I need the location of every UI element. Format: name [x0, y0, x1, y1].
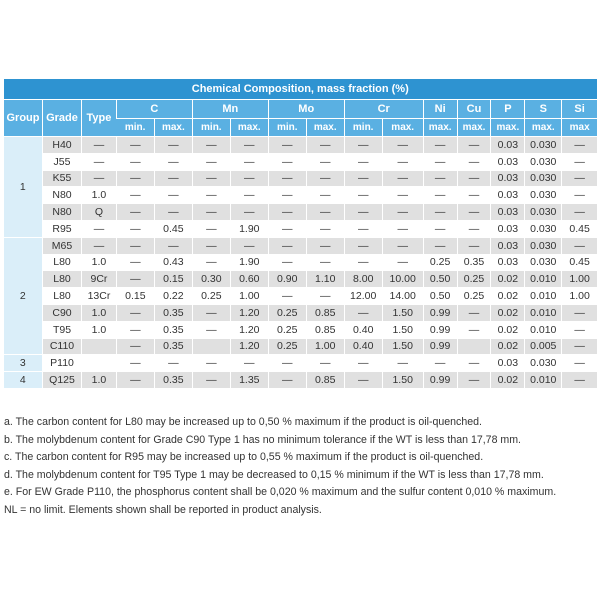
value-cell: — — [116, 372, 154, 389]
value-cell: — — [344, 254, 382, 271]
value-cell: — — [116, 338, 154, 355]
element-header: S — [525, 100, 562, 119]
table-row — [4, 237, 598, 254]
value-cell: — — [382, 153, 423, 170]
value-cell: — — [562, 153, 597, 170]
value-cell: 0.030 — [525, 137, 562, 154]
value-cell: — — [230, 187, 268, 204]
value-cell: — — [154, 355, 192, 372]
value-cell: 0.010 — [525, 271, 562, 288]
value-cell: — — [457, 355, 491, 372]
type-cell: — — [82, 220, 117, 237]
type-cell: 1.0 — [82, 321, 117, 338]
footnote: c. The carbon content for R95 may be increased up to 0,55 % maximum if the product is oil-quenched. — [4, 451, 484, 464]
value-cell: 0.005 — [525, 338, 562, 355]
value-cell: — — [116, 355, 154, 372]
value-cell: 0.02 — [491, 271, 525, 288]
value-cell: 0.40 — [344, 321, 382, 338]
value-cell: — — [116, 237, 154, 254]
value-cell: — — [562, 338, 597, 355]
value-cell: 0.99 — [423, 372, 457, 389]
table-row — [4, 321, 598, 338]
value-cell: — — [562, 204, 597, 221]
grade-cell: K55 — [43, 170, 82, 187]
group-header: Group — [4, 100, 43, 137]
value-cell: 0.25 — [268, 321, 306, 338]
element-header: P — [491, 100, 525, 119]
type-cell: 1.0 — [82, 187, 117, 204]
value-cell: — — [116, 220, 154, 237]
grade-cell: N80 — [43, 204, 82, 221]
value-cell: 14.00 — [382, 288, 423, 305]
value-cell: 0.02 — [491, 338, 525, 355]
value-cell: 0.030 — [525, 254, 562, 271]
value-cell: — — [423, 220, 457, 237]
value-cell: — — [268, 220, 306, 237]
value-cell: — — [382, 170, 423, 187]
value-cell: — — [116, 254, 154, 271]
value-cell: — — [268, 372, 306, 389]
value-cell: 0.15 — [116, 288, 154, 305]
value-cell: 0.030 — [525, 204, 562, 221]
value-cell: 1.50 — [382, 338, 423, 355]
value-cell: 0.010 — [525, 304, 562, 321]
value-cell: — — [154, 187, 192, 204]
value-cell: 1.20 — [230, 321, 268, 338]
value-cell: 1.50 — [382, 304, 423, 321]
table-row — [4, 153, 598, 170]
value-cell: 0.35 — [154, 372, 192, 389]
value-cell: 0.35 — [154, 304, 192, 321]
table-title: Chemical Composition, mass fraction (%) — [4, 79, 598, 100]
value-cell: — — [423, 137, 457, 154]
value-cell: — — [154, 237, 192, 254]
value-cell: — — [457, 237, 491, 254]
grade-cell: C110 — [43, 338, 82, 355]
grade-cell: Q125 — [43, 372, 82, 389]
value-cell: 1.35 — [230, 372, 268, 389]
value-cell: — — [230, 170, 268, 187]
value-cell: 10.00 — [382, 271, 423, 288]
value-cell: 0.85 — [306, 304, 344, 321]
value-cell: — — [306, 170, 344, 187]
subheader-cell: min. — [268, 119, 306, 137]
grade-cell: L80 — [43, 288, 82, 305]
value-cell: 0.030 — [525, 170, 562, 187]
value-cell: 1.00 — [230, 288, 268, 305]
value-cell: 12.00 — [344, 288, 382, 305]
value-cell: — — [344, 220, 382, 237]
value-cell: 1.00 — [562, 271, 597, 288]
value-cell: — — [562, 372, 597, 389]
value-cell: — — [268, 153, 306, 170]
type-cell — [82, 355, 117, 372]
value-cell: 0.030 — [525, 187, 562, 204]
value-cell: — — [192, 304, 230, 321]
value-cell: 0.50 — [423, 271, 457, 288]
value-cell: — — [154, 204, 192, 221]
type-cell: — — [82, 170, 117, 187]
subheader-cell: max. — [491, 119, 525, 137]
type-cell: — — [82, 237, 117, 254]
element-header: Mn — [192, 100, 268, 119]
value-cell: — — [457, 321, 491, 338]
value-cell: — — [344, 237, 382, 254]
value-cell: — — [382, 220, 423, 237]
value-cell: — — [382, 237, 423, 254]
subheader-cell: max. — [423, 119, 457, 137]
value-cell: — — [457, 137, 491, 154]
value-cell: 8.00 — [344, 271, 382, 288]
type-cell — [82, 338, 117, 355]
value-cell: 0.03 — [491, 170, 525, 187]
group-cell: 2 — [4, 237, 43, 355]
value-cell: — — [423, 204, 457, 221]
value-cell: 0.02 — [491, 372, 525, 389]
element-header: Si — [562, 100, 597, 119]
value-cell: 1.00 — [562, 288, 597, 305]
subheader-cell: max. — [457, 119, 491, 137]
value-cell: — — [344, 137, 382, 154]
element-header: Cu — [457, 100, 491, 119]
value-cell: — — [457, 187, 491, 204]
type-cell: Q — [82, 204, 117, 221]
footnotes — [4, 414, 598, 520]
value-cell: 0.35 — [457, 254, 491, 271]
value-cell: — — [306, 187, 344, 204]
value-cell: 0.02 — [491, 288, 525, 305]
subheader-cell: min. — [344, 119, 382, 137]
value-cell: — — [268, 237, 306, 254]
value-cell: — — [423, 355, 457, 372]
table-row — [4, 204, 598, 221]
value-cell: — — [230, 355, 268, 372]
value-cell: — — [230, 204, 268, 221]
value-cell: — — [192, 153, 230, 170]
value-cell: — — [192, 254, 230, 271]
table-row — [4, 254, 598, 271]
value-cell: 1.50 — [382, 372, 423, 389]
footnote: b. The molybdenum content for Grade C90 Type 1 has no minimum tolerance if the WT is less than 17,78 mm. — [4, 433, 521, 446]
value-cell: — — [192, 204, 230, 221]
value-cell: — — [116, 170, 154, 187]
value-cell: 0.030 — [525, 237, 562, 254]
value-cell: — — [230, 237, 268, 254]
value-cell: 0.25 — [457, 271, 491, 288]
value-cell: 0.010 — [525, 288, 562, 305]
grade-cell: J55 — [43, 153, 82, 170]
value-cell: — — [382, 187, 423, 204]
element-header: Cr — [344, 100, 423, 119]
value-cell: 0.30 — [192, 271, 230, 288]
value-cell: — — [268, 170, 306, 187]
group-cell: 4 — [4, 372, 43, 389]
value-cell: — — [306, 153, 344, 170]
value-cell: — — [192, 220, 230, 237]
value-cell: — — [268, 288, 306, 305]
table-row — [4, 288, 598, 305]
value-cell: — — [382, 355, 423, 372]
value-cell: 0.25 — [268, 304, 306, 321]
value-cell: — — [154, 170, 192, 187]
value-cell: — — [306, 204, 344, 221]
grade-header: Grade — [43, 100, 82, 137]
value-cell: 0.03 — [491, 204, 525, 221]
value-cell: 0.43 — [154, 254, 192, 271]
value-cell: 0.25 — [192, 288, 230, 305]
table-row — [4, 355, 598, 372]
value-cell: 0.03 — [491, 220, 525, 237]
value-cell: 1.50 — [382, 321, 423, 338]
value-cell: 1.90 — [230, 220, 268, 237]
value-cell: — — [192, 170, 230, 187]
value-cell: — — [562, 321, 597, 338]
value-cell: — — [344, 304, 382, 321]
value-cell: 0.40 — [344, 338, 382, 355]
value-cell: 0.99 — [423, 338, 457, 355]
value-cell: — — [382, 204, 423, 221]
table-row — [4, 271, 598, 288]
value-cell: 0.99 — [423, 304, 457, 321]
value-cell: 0.25 — [457, 288, 491, 305]
table-row — [4, 338, 598, 355]
value-cell: 0.35 — [154, 321, 192, 338]
value-cell: — — [423, 170, 457, 187]
type-cell: — — [82, 153, 117, 170]
chemical-composition-table — [3, 79, 597, 389]
value-cell: 0.25 — [423, 254, 457, 271]
value-cell: 1.20 — [230, 304, 268, 321]
value-cell: 0.15 — [154, 271, 192, 288]
value-cell: — — [268, 204, 306, 221]
value-cell: 0.030 — [525, 220, 562, 237]
value-cell: — — [457, 153, 491, 170]
value-cell: — — [344, 204, 382, 221]
value-cell: 0.03 — [491, 153, 525, 170]
grade-cell: M65 — [43, 237, 82, 254]
table-row — [4, 372, 598, 389]
table-row — [4, 187, 598, 204]
type-cell: 9Cr — [82, 271, 117, 288]
footnote: d. The molybdenum content for T95 Type 1 may be decreased to 0,15 % minimum if the WT is less than 17,78 mm. — [4, 468, 544, 481]
value-cell: 0.90 — [268, 271, 306, 288]
value-cell: — — [306, 220, 344, 237]
value-cell: — — [192, 237, 230, 254]
element-header: Ni — [423, 100, 457, 119]
value-cell: — — [268, 187, 306, 204]
grade-cell: T95 — [43, 321, 82, 338]
value-cell: 0.03 — [491, 254, 525, 271]
value-cell: 0.010 — [525, 321, 562, 338]
value-cell: 0.99 — [423, 321, 457, 338]
value-cell: — — [154, 153, 192, 170]
value-cell: 1.90 — [230, 254, 268, 271]
value-cell: — — [562, 355, 597, 372]
value-cell: 0.45 — [562, 220, 597, 237]
grade-cell: L80 — [43, 271, 82, 288]
group-cell: 3 — [4, 355, 43, 372]
subheader-cell: max. — [382, 119, 423, 137]
value-cell: 0.02 — [491, 321, 525, 338]
value-cell: — — [306, 254, 344, 271]
footnote: e. For EW Grade P110, the phosphorus content shall be 0,020 % maximum and the sulfur content 0,010 % maximum. — [4, 486, 557, 499]
value-cell: — — [154, 137, 192, 154]
grade-cell: N80 — [43, 187, 82, 204]
value-cell: 0.85 — [306, 321, 344, 338]
value-cell — [192, 338, 230, 355]
subheader-cell: max. — [230, 119, 268, 137]
value-cell — [457, 338, 491, 355]
value-cell: 0.45 — [562, 254, 597, 271]
value-cell: — — [457, 372, 491, 389]
value-cell: — — [116, 271, 154, 288]
value-cell: — — [344, 153, 382, 170]
value-cell: — — [192, 355, 230, 372]
value-cell: — — [116, 153, 154, 170]
value-cell: — — [344, 170, 382, 187]
value-cell: — — [192, 372, 230, 389]
table-row — [4, 137, 598, 154]
grade-cell: L80 — [43, 254, 82, 271]
type-cell: — — [82, 137, 117, 154]
value-cell: 0.50 — [423, 288, 457, 305]
value-cell: 0.25 — [268, 338, 306, 355]
value-cell: — — [192, 321, 230, 338]
value-cell: 0.45 — [154, 220, 192, 237]
table-row — [4, 170, 598, 187]
value-cell: — — [192, 137, 230, 154]
footnote: a. The carbon content for L80 may be increased up to 0,50 % maximum if the product is oil-quenched. — [4, 416, 482, 428]
value-cell: 1.20 — [230, 338, 268, 355]
value-cell: 0.35 — [154, 338, 192, 355]
value-cell: — — [306, 137, 344, 154]
value-cell: 0.03 — [491, 137, 525, 154]
value-cell: — — [306, 355, 344, 372]
subheader-cell: max. — [306, 119, 344, 137]
subheader-cell: max. — [525, 119, 562, 137]
value-cell: — — [268, 137, 306, 154]
value-cell: — — [116, 204, 154, 221]
value-cell: — — [423, 153, 457, 170]
value-cell: — — [268, 254, 306, 271]
group-cell: 1 — [4, 137, 43, 238]
value-cell: — — [562, 187, 597, 204]
type-cell: 1.0 — [82, 304, 117, 321]
value-cell: — — [192, 187, 230, 204]
value-cell: — — [562, 170, 597, 187]
value-cell: 0.03 — [491, 237, 525, 254]
value-cell: — — [382, 254, 423, 271]
subheader-cell: max — [562, 119, 597, 137]
value-cell: — — [230, 153, 268, 170]
grade-cell: H40 — [43, 137, 82, 154]
value-cell: 0.010 — [525, 372, 562, 389]
subheader-cell: max. — [154, 119, 192, 137]
value-cell: — — [344, 372, 382, 389]
value-cell: — — [382, 137, 423, 154]
type-cell: 1.0 — [82, 254, 117, 271]
value-cell: 0.02 — [491, 304, 525, 321]
type-cell: 1.0 — [82, 372, 117, 389]
value-cell: 0.22 — [154, 288, 192, 305]
footnote: NL = no limit. Elements shown shall be reported in product analysis. — [4, 503, 322, 516]
value-cell: — — [562, 137, 597, 154]
value-cell: — — [116, 321, 154, 338]
value-cell: 0.85 — [306, 372, 344, 389]
value-cell: — — [457, 204, 491, 221]
element-header: C — [116, 100, 192, 119]
value-cell: — — [306, 237, 344, 254]
value-cell: 0.60 — [230, 271, 268, 288]
value-cell: 1.10 — [306, 271, 344, 288]
grade-cell: C90 — [43, 304, 82, 321]
value-cell: 0.03 — [491, 355, 525, 372]
value-cell: — — [562, 237, 597, 254]
subheader-cell: min. — [192, 119, 230, 137]
value-cell: — — [116, 187, 154, 204]
value-cell: — — [457, 220, 491, 237]
value-cell: — — [562, 304, 597, 321]
value-cell: — — [116, 304, 154, 321]
value-cell: 0.03 — [491, 187, 525, 204]
table-row — [4, 220, 598, 237]
value-cell: — — [116, 137, 154, 154]
grade-cell: R95 — [43, 220, 82, 237]
value-cell: — — [423, 237, 457, 254]
element-header: Mo — [268, 100, 344, 119]
value-cell: — — [457, 170, 491, 187]
value-cell: — — [344, 187, 382, 204]
value-cell: 0.030 — [525, 355, 562, 372]
value-cell: 0.030 — [525, 153, 562, 170]
value-cell: — — [268, 355, 306, 372]
value-cell: — — [457, 304, 491, 321]
table-row — [4, 304, 598, 321]
grade-cell: P110 — [43, 355, 82, 372]
value-cell: — — [306, 288, 344, 305]
subheader-cell: min. — [116, 119, 154, 137]
value-cell: — — [423, 187, 457, 204]
value-cell: — — [230, 137, 268, 154]
value-cell: — — [344, 355, 382, 372]
type-cell: 13Cr — [82, 288, 117, 305]
value-cell: 1.00 — [306, 338, 344, 355]
type-header: Type — [82, 100, 117, 137]
